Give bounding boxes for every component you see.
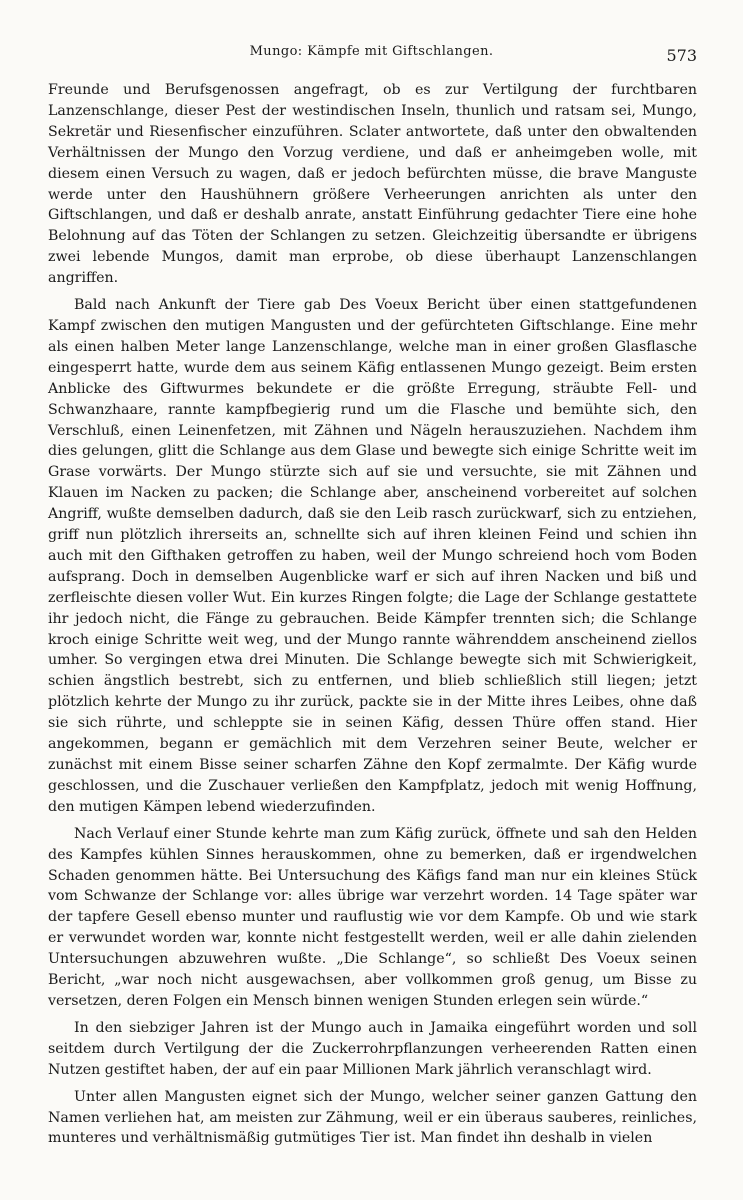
body-text bbox=[48, 80, 697, 1155]
running-title: Mungo: Kämpfe mit Giftschlangen. bbox=[249, 44, 494, 59]
paragraph-4: In den siebziger Jahren ist der Mungo auch in Jamaika eingeführt worden und soll seitdem durch Vertilgung der die Zuckerrohrpflanzungen verheerenden Ratten einen Nutzen gestiftet haben, der auf ein paar Millionen Mark jährlich veranschlagt wird. bbox=[48, 1019, 697, 1078]
paragraph-3: Nach Verlauf einer Stunde kehrte man zum Käfig zurück, öffnete und sah den Helden des Kampfes kühlen Sinnes herauskommen, ohne zu bemerken, daß er irgendwelchen Schaden genommen hätte. Bei Untersuchung des Käfigs fand man nur ein kleines Stück vom Schwanze der Schlange vor: alles übrige war verzehrt worden. 14 Tage später war der tapfere Gesell ebenso munter und rauflustig wie vor dem Kampfe. Ob und wie stark er verwundet worden war, konnte nicht festgestellt werden, weil er alle dahin zielenden Untersuchungen abzuwehren wußte. „Die Schlange“, so schließt Des Voeux seinen Bericht, „war noch nicht ausgewachsen, aber vollkommen groß genug, um Bisse zu versetzen, deren Folgen ein Mensch binnen wenigen Stunden erlegen sein würde.“ bbox=[48, 825, 697, 1009]
paragraph-1: Freunde und Berufsgenossen angefragt, ob es zur Vertilgung der furchtbaren Lanzenschlange, dieser Pest der westindischen Inseln, thunlich und ratsam sei, Mungo, Sekretär und Riesenfischer einzuführen. Sclater antwortete, daß unter den obwaltenden Verhältnissen der Mungo den Vorzug verdiene, und daß er anheimgeben wolle, mit diesem einen Versuch zu wagen, daß er jedoch befürchten müsse, die brave Manguste werde unter den Haushühnern größere Verheerungen anrichten als unter den Giftschlangen, und daß er deshalb anrate, anstatt Einführung gedachter Tiere eine hohe Belohnung auf das Töten der Schlangen zu setzen. Gleichzeitig übersandte er übrigens zwei lebende Mungos, damit man erprobe, ob diese überhaupt Lanzenschlangen angriffen. bbox=[48, 82, 697, 287]
paragraph-2: Bald nach Ankunft der Tiere gab Des Voeux Bericht über einen stattgefundenen Kampf zwischen den mutigen Mangusten und der gefürchteten Giftschlange. Eine mehr als einen halben Meter lange Lanzenschlange, welche man in einer großen Glasflasche eingesperrt hatte, wurde dem aus seinem Käfig entlassenen Mungo gezeigt. Beim ersten Anblicke des Giftwurmes bekundete er die größte Erregung, sträubte Fell- und Schwanzhaare, rannte kampfbegierig rund um die Flasche und bemühte sich, den Verschluß, einen Leinenfetzen, mit Zähnen und Nägeln herauszuziehen. Nachdem ihm dies gelungen, glitt die Schlange aus dem Glase und bewegte sich einige Schritte weit im Grase vorwärts. Der Mungo stürzte sich auf sie und versuchte, sie mit Zähnen und Klauen im Nacken zu packen; die Schlange aber, anscheinend vorbereitet auf solchen Angriff, wußte demselben dadurch, daß sie den Leib rasch zurückwarf, sich zu entziehen, griff nun plötzlich ihrerseits an, schnellte sich auf ihren kleinen Feind und schien ihn auch mit den Gifthaken getroffen zu haben, weil der Mungo schreiend hoch vom Boden aufsprang. Doch in demselben Augenblicke warf er sich auf ihren Nacken und biß und zerfleischte diesen voller Wut. Ein kurzes Ringen folgte; die Lage der Schlange gestattete ihr jedoch nicht, die Fänge zu gebrauchen. Beide Kämpfer trennten sich; die Schlange kroch einige Schritte weit weg, und der Mungo rannte währenddem anscheinend ziellos umher. So vergingen etwa drei Minuten. Die Schlange bewegte sich mit Schwierigkeit, schien ängstlich bestrebt, sich zu entfernen, und blieb schließlich still liegen; jetzt plötzlich kehrte der Mungo zu ihr zurück, packte sie in der Mitte ihres Leibes, ohne daß sie sich rührte, und schleppte sie in seinen Käfig, dessen Thüre offen stand. Hier angekommen, begann er gemächlich mit dem Verzehren seiner Beute, welcher er zunächst mit einem Bisse seiner scharfen Zähne den Kopf zermalmte. Der Käfig wurde geschlossen, und die Zuschauer verließen den Kampfplatz, jedoch mit wenig Hoffnung, den mutigen Kämpen lebend wiederzufinden. bbox=[48, 297, 697, 815]
running-head bbox=[0, 44, 743, 66]
paragraph-5: Unter allen Mangusten eignet sich der Mungo, welcher seiner ganzen Gattung den Namen verliehen hat, am meisten zur Zähmung, weil er ein überaus sauberes, reinliches, munteres und verhältnismäßig gutmütiges Tier ist. Man findet ihn deshalb in vielen bbox=[48, 1088, 697, 1147]
page-number: 573 bbox=[666, 46, 697, 65]
